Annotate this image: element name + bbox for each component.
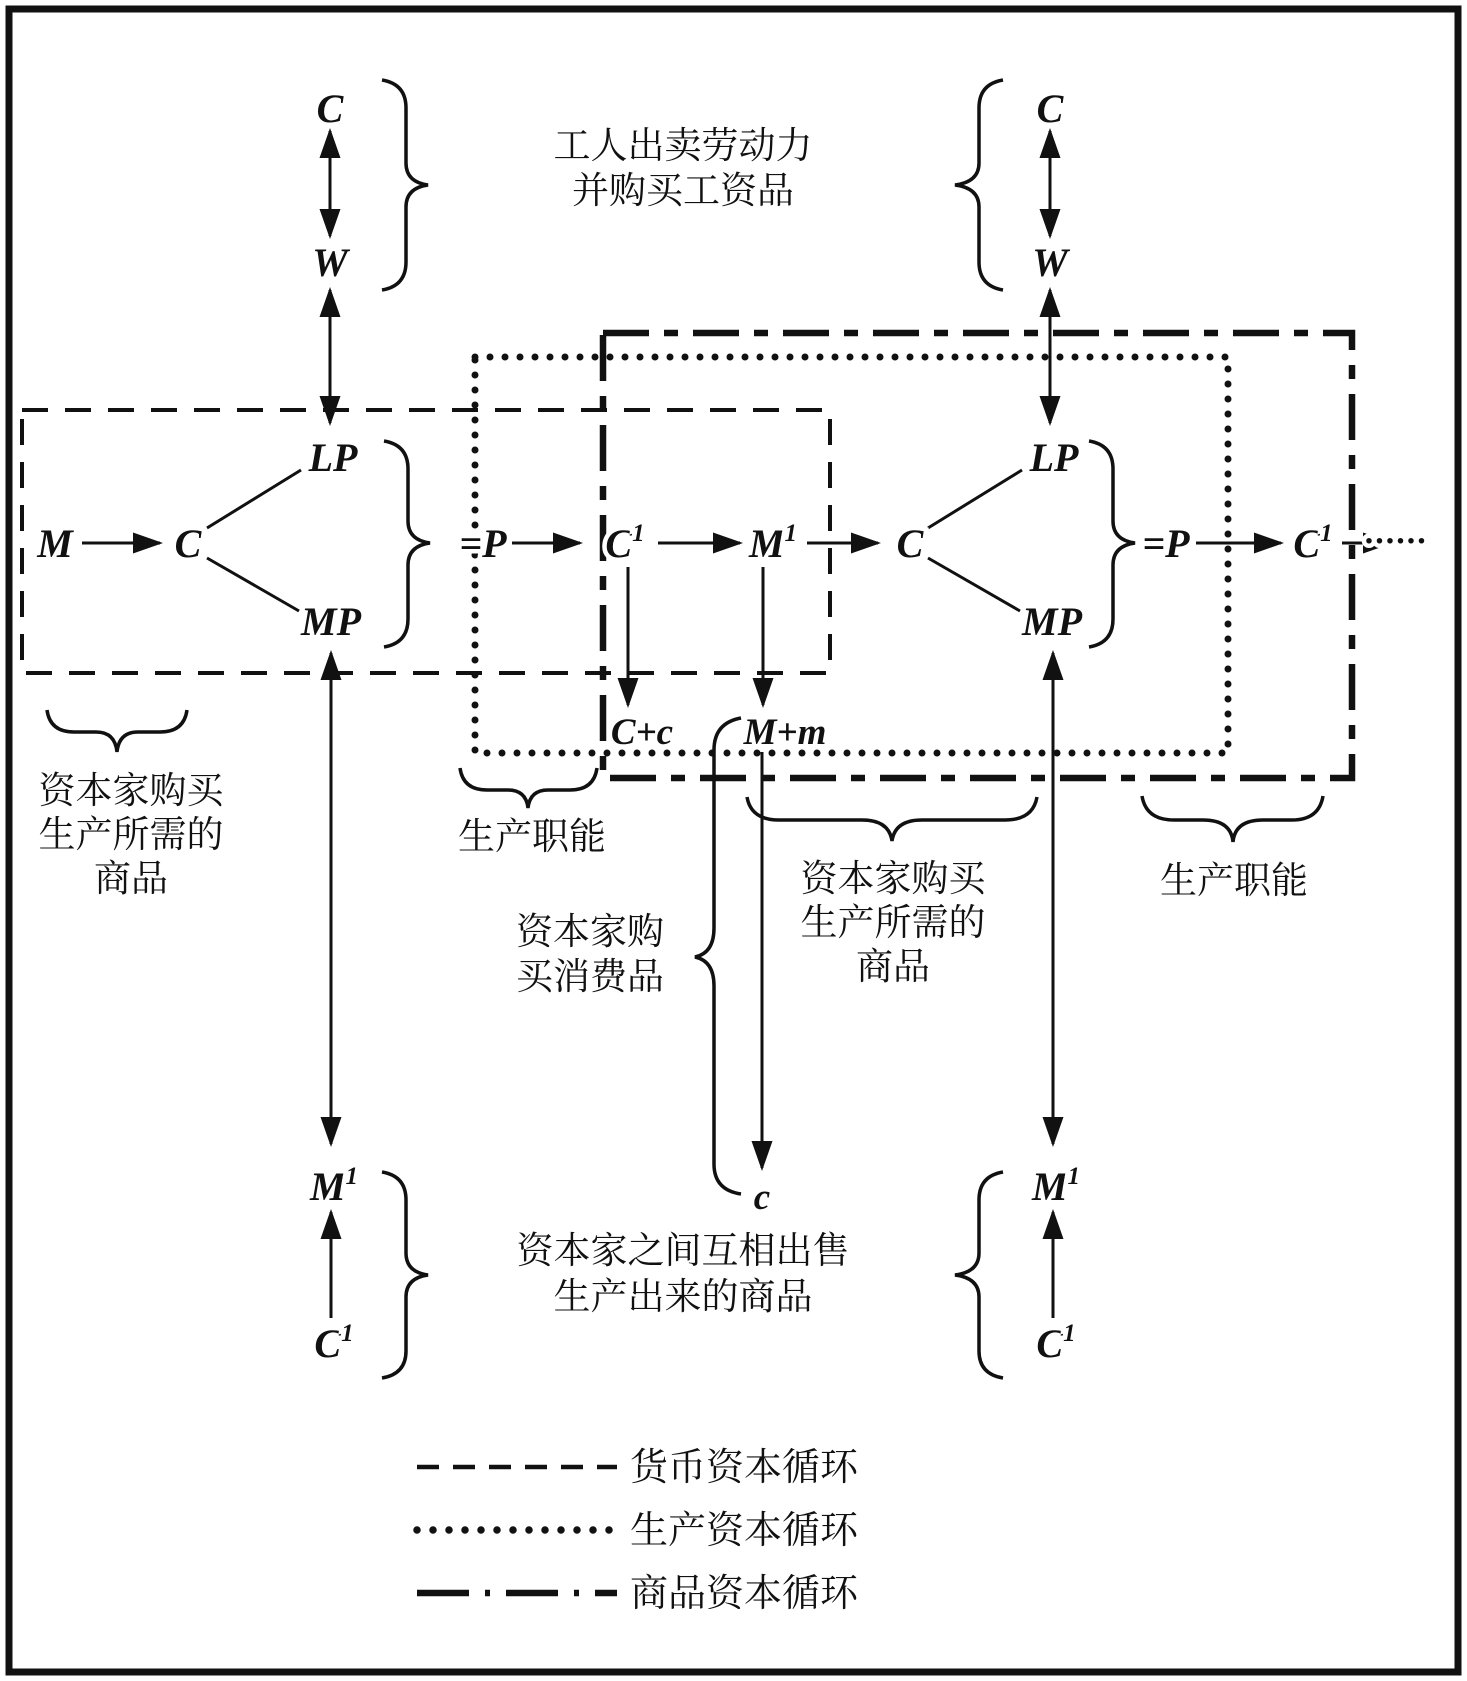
node-c1-base: C	[605, 521, 633, 566]
node-c-plus-c: C+c	[610, 712, 674, 753]
line-c-mp-right	[928, 558, 1020, 611]
label-mutual-sale-line1: 资本家之间互相出售	[516, 1231, 850, 1272]
legend-label-productive-circuit: 生产资本循环	[630, 1510, 859, 1552]
label-production-function-right: 生产职能	[1160, 861, 1308, 902]
brace-top-right	[955, 80, 1003, 290]
label-buy-consumption-line2: 买消费品	[516, 957, 664, 998]
node-m1-sup: 1	[784, 520, 798, 547]
node-m: M	[37, 521, 73, 566]
node-w-left: W	[312, 240, 348, 285]
node-mp-left: MP	[301, 599, 361, 644]
node-c-top-right: C	[1036, 86, 1064, 131]
brace-top-left	[382, 80, 428, 290]
node-c1-bottom-left	[314, 1320, 353, 1366]
node-m1-base: M	[748, 521, 785, 566]
label-buy-production-left-line3: 商品	[94, 859, 168, 900]
m1bl-sup: 1	[345, 1163, 359, 1190]
brace-production-function-right	[1142, 796, 1323, 842]
node-m1-bottom-right	[1031, 1163, 1080, 1209]
label-buy-production-left-line1: 资本家购买	[38, 771, 224, 812]
line-c-lp-left	[207, 470, 301, 528]
label-buy-production-mid-line1: 资本家购买	[800, 859, 986, 900]
flow-ellipsis: ······	[1364, 523, 1428, 560]
brace-lp-mp-left	[384, 441, 430, 647]
caption-workers-line2: 并购买工资品	[572, 171, 794, 212]
line-c-mp-left	[207, 558, 299, 611]
commodity-circuit-box	[603, 333, 1352, 778]
m1br-sup: 1	[1067, 1163, 1081, 1190]
node-m1-main	[748, 520, 797, 566]
node-c1-sup: 1	[632, 520, 645, 547]
node-m1-bottom-left	[309, 1163, 358, 1209]
c1br-base: C	[1036, 1321, 1064, 1366]
c1br-sup: 1	[1063, 1320, 1076, 1347]
label-buy-consumption-line1: 资本家购	[516, 912, 664, 953]
label-buy-production-mid-line2: 生产所需的	[800, 903, 986, 944]
brace-lp-mp-right	[1089, 441, 1135, 647]
m1bl-base: M	[309, 1164, 346, 1209]
node-c: C	[174, 521, 202, 566]
node-lp-right: LP	[1029, 435, 1079, 480]
brace-buy-production-mid	[747, 797, 1037, 841]
node-eq-p-left: =P	[459, 521, 507, 566]
m1br-base: M	[1031, 1164, 1068, 1209]
label-production-function-left: 生产职能	[458, 817, 606, 858]
label-buy-production-mid-line3: 商品	[856, 947, 930, 988]
label-buy-production-left-line2: 生产所需的	[38, 815, 224, 856]
c1bl-sup: 1	[341, 1320, 354, 1347]
brace-bottom-right	[955, 1172, 1003, 1378]
node-c1-main	[605, 520, 644, 566]
brace-bottom-left	[382, 1172, 428, 1378]
node-small-c: c	[753, 1177, 771, 1218]
node-c-top-left: C	[316, 86, 344, 131]
node-c1-second	[1293, 520, 1332, 566]
node-lp-left: LP	[308, 435, 358, 480]
legend-label-commodity-circuit: 商品资本循环	[630, 1573, 859, 1615]
caption-workers-line1: 工人出卖劳动力	[553, 126, 813, 167]
node-m-plus-m: M+m	[743, 712, 827, 753]
node-mp-right: MP	[1022, 599, 1082, 644]
legend-label-money-circuit: 货币资本循环	[630, 1447, 859, 1489]
line-c-lp-right	[928, 470, 1022, 528]
node-c1b-base: C	[1293, 521, 1321, 566]
brace-production-function-left	[460, 768, 597, 808]
node-eq-p-right: =P	[1142, 521, 1190, 566]
node-w-right: W	[1032, 240, 1068, 285]
brace-consumption	[695, 718, 741, 1194]
node-c-second: C	[896, 521, 924, 566]
c1bl-base: C	[314, 1321, 342, 1366]
label-mutual-sale-line2: 生产出来的商品	[553, 1277, 813, 1318]
brace-buy-production-left	[47, 710, 187, 752]
node-c1b-sup: 1	[1320, 520, 1333, 547]
node-c1-bottom-right	[1036, 1320, 1075, 1366]
outer-frame	[9, 9, 1458, 1672]
